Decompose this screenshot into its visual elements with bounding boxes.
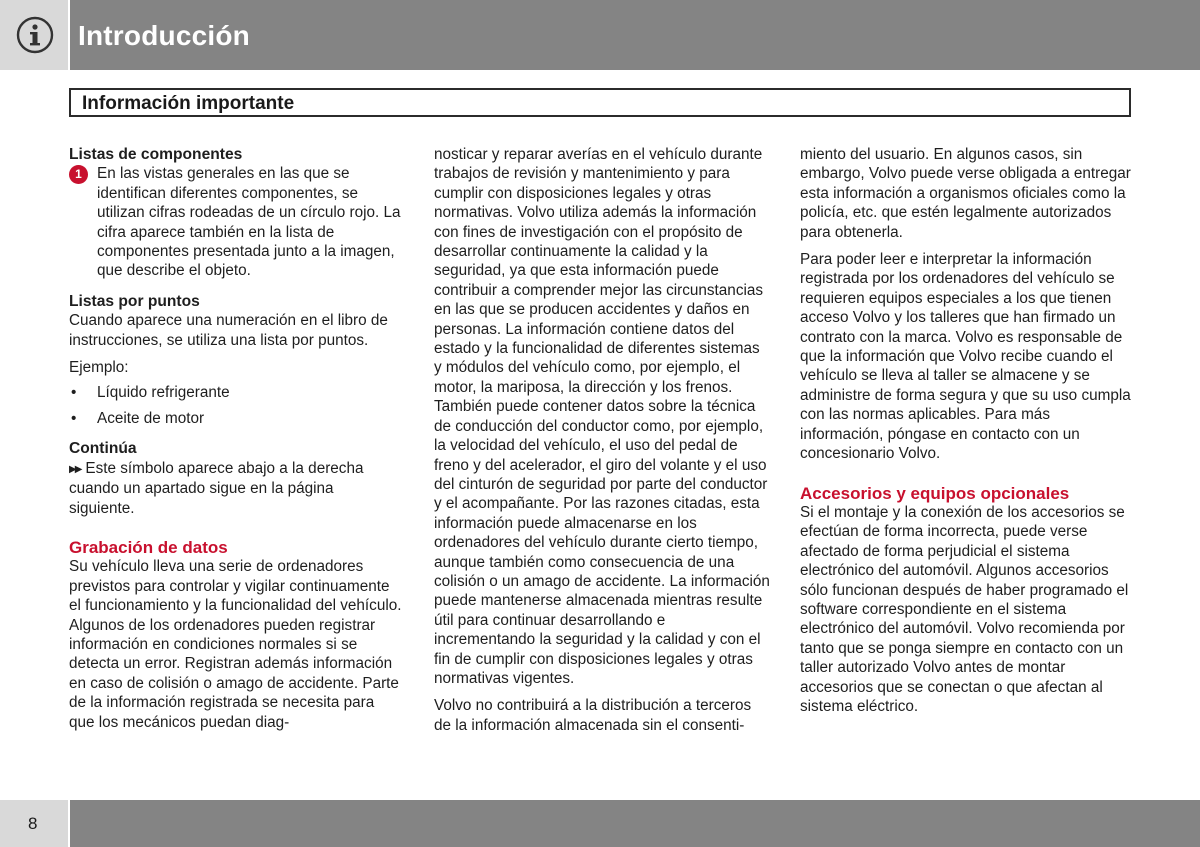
bullet-icon: • (71, 384, 77, 402)
red-number-circle: 1 (69, 165, 88, 184)
bullet-text: Líquido refrigerante (97, 384, 230, 402)
section-header (69, 88, 1131, 117)
info-icon (16, 16, 54, 54)
heading-listas-puntos: Listas por puntos (69, 292, 200, 310)
bullet-text: Aceite de motor (97, 409, 205, 427)
text-col3-p2: Para poder leer e interpretar la información registrada por los ordenadores del vehículo se requieren equipos especiales a los que tienen acceso Volvo y los talleres que han firmado un contrato con la marca. Volvo es responsable de que la información que Volvo recibe cuando el vehículo se lleva al taller se almacene y se administre de forma segura y que su uso cumpla con las normas aplicables. Para más información, póngase en contacto con un concesionario Volvo. (800, 251, 1131, 463)
text-listas-puntos: Cuando aparece una numeración en el libro de instrucciones, se utiliza una lista por puntos. (69, 312, 388, 349)
list-item (69, 383, 402, 402)
column-3 (800, 145, 1135, 716)
text-grabacion-datos: Su vehículo lleva una serie de ordenadores previstos para controlar y vigilar continuamente el funcionamiento y la funcionalidad del vehículo. Algunos de los ordenadores pueden registrar información en condiciones normales si se detecta un error. Registran además información en caso de colisión o amago de accidente. Parte de la información registrada se necesita para que los mecánicos puedan diag- (69, 558, 402, 731)
text-accesorios: Si el montaje y la conexión de los accesorios se efectúan de forma incorrecta, puede verse afectado de forma perjudicial el sistema electrónico del automóvil. Algunos accesorios sólo funcionan después de haber programado el software correspondiente en el sistema electrónico del automóvil. Volvo recomienda por tanto que se ponga siempre en contacto con un taller autorizado Volvo antes de montar accesorios que se conectan o que afectan al sistema eléctrico. (800, 503, 1129, 715)
heading-continua: Continúa (69, 440, 137, 458)
callout-example (69, 164, 402, 280)
heading-grabacion-datos: Grabación de datos (69, 537, 228, 557)
text-continua-body: Este símbolo aparece abajo a la derecha cuando un apartado sigue en la página siguiente. (69, 459, 364, 517)
continue-arrows-icon: ▶▶ (69, 463, 81, 475)
page-title: Introducción (78, 20, 250, 51)
heading-accesorios: Accesorios y equipos opcionales (800, 483, 1070, 503)
column-1 (69, 145, 402, 732)
column-2 (434, 145, 770, 735)
bullet-icon: • (71, 409, 77, 427)
page-number: 8 (28, 814, 38, 833)
header-icon-box (0, 0, 68, 70)
footer-bar (70, 800, 1200, 847)
text-ejemplo: Ejemplo: (69, 359, 129, 377)
section-title: Información importante (82, 93, 295, 114)
text-col2-p1: nosticar y reparar averías en el vehículo durante trabajos de revisión y mantenimiento y para cumplir con disposiciones legales y otras normativas. Volvo utiliza además la información con fines de investigación con el propósito de desarrollar continuamente la calidad y la seguridad, ya que esta información puede contribuir a comprender mejor las circunstancias en las que se producen accidentes y daños en personas. La información contiene datos del estado y la funcionalidad de diferentes sistemas y módulos del vehículo como, por ejemplo, el motor, la mariposa, la dirección y los frenos. También puede contener datos sobre la técnica de conducción del conductor como, por ejemplo, la velocidad del vehículo, el uso del pedal de freno y del acelerador, el giro del volante y el uso del cinturón de seguridad por parte del conductor y el acompañante. Por las razones citadas, esta información puede almacenarse en los ordenadores del vehículo durante cierto tiempo, aunque también como consecuencia de una colisión o un amago de accidente. La información puede mantenerse almacenada mientras resulte útil para continuar desarrollando e incrementando la seguridad y la calidad y con el fin de cumplir con disposiciones legales y otras normativas vigentes. (434, 146, 770, 687)
heading-listas-componentes: Listas de componentes (69, 146, 243, 163)
list-item (69, 409, 402, 428)
text-col2-p2: Volvo no contribuirá a la distribución a terceros de la información almacenada sin el consenti- (434, 697, 752, 734)
text-listas-componentes: En las vistas generales en las que se identifican diferentes componentes, se utilizan cifras rodeadas de un círculo rojo. La cifra aparece también en la lista de componentes presentada junto a la imagen, que describe el objeto. (97, 165, 401, 280)
text-col3-p1: miento del usuario. En algunos casos, sin embargo, Volvo puede verse obligada a entregar esta información a organismos oficiales como la policía, etc. que estén legalmente autorizados para obtenerla. (800, 146, 1131, 241)
text-continua (69, 459, 402, 518)
